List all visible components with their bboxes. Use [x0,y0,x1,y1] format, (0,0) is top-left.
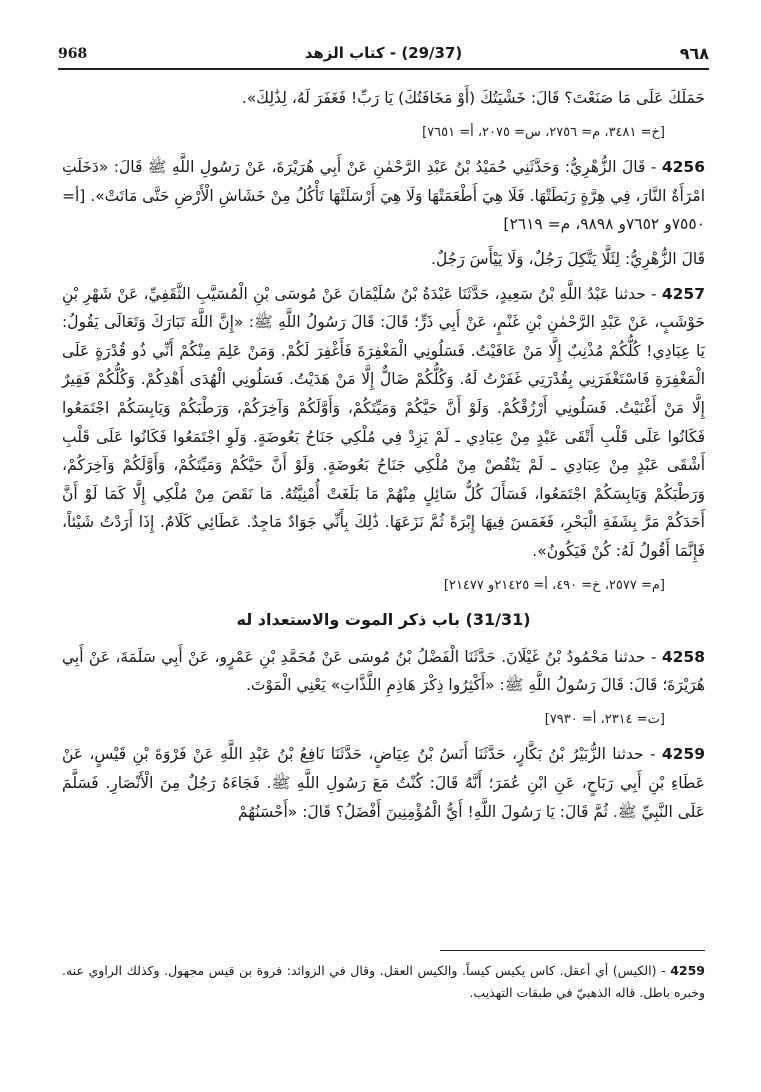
footnote-number: 4259 [670,963,706,978]
footnote-text: - (الكيس) أي أعقل. كاس يكيس كيساً. والكيس العقل. وقال في الزوائد: فروة بن قيس مجهول. وكذلك الراوي عنه. وخبره باطل. قاله الذهبيّ في طبقات التهذيب. [62,963,705,1000]
reference: [خ= ٣٤٨١، م= ٢٧٥٦، س= ٢٠٧٥، أ= ٧٦٥١] [422,124,665,140]
page-number-arabic: ٩٦٨ [679,44,709,63]
hadith-text: - قَالَ الزُّهْرِيُّ: وَحَدَّثَنِي حُمَيْدُ بْنُ عَبْدِ الرَّحْمٰنِ عَنْ أَبِي هُرَيْرَةَ، عَنْ رَسُولِ اللَّهِ ﷺ قَالَ: «دَخَلَتِ امْرَأَةٌ النَّارَ، فِي هِرَّةٍ رَبَطَتْهَا. فَلَا هِيَ أَطْعَمَتْهَا وَلَا هِيَ أَرْسَلَتْهَا تَأْكُلُ مِنْ خَشَاشِ الْأَرْضِ حَتَّى مَاتَتْ». [أ= ٧٥٥٠و ٧٦٥٢و ٩٨٩٨، م= ٢٦١٩] [62,158,705,234]
page-header [58,38,709,70]
footnotes [62,960,705,1004]
hadith-4256 [62,153,705,239]
book-title: (29/37) - كتاب الزهد [304,44,463,62]
hadith-text: - حدثنا الزُّبَيْرُ بْنُ بَكَّارٍ، حَدَّثَنَا أَنَسُ بْنُ عِيَاضٍ، حَدَّثَنَا نَافِعُ بْنُ عَبْدِ اللَّهِ عَنْ فَرْوَةَ بْنِ قَيْسٍ، عَنْ عَطَاءِ بْنِ أَبِي رَبَاحٍ، عَنِ ابْنِ عُمَرَ؛ أَنَّهُ قَالَ: كُنْتُ مَعَ رَسُولِ اللَّهِ ﷺ. فَجَاءَهُ رَجُلٌ مِنَ الْأَنْصَارِ. فَسَلَّمَ عَلَى النَّبِيِّ ﷺ. ثُمَّ قَالَ: يَا رَسُولَ اللَّهِ! أَيُّ الْمُؤْمِنِينَ أَفْضَلُ؟ قَالَ: «أَحْسَنُهُمْ [62,745,705,821]
hadith-number: 4258 [661,647,705,666]
page-number-latin: 968 [58,46,88,62]
reference: [م= ٢٥٧٧، خ= ٤٩٠، أ= ٢١٤٢٥و ٢١٤٧٧] [443,577,665,593]
footnote-divider [440,950,705,951]
hadith-number: 4259 [661,745,705,764]
main-text [62,84,705,832]
hadith-text: - حدثنا عَبْدُ اللَّهِ بْنُ سَعِيدٍ، حَدَّثَنَا عَبْدَةُ بْنُ سُلَيْمَانَ عَنْ مُوسَى بْنِ الْمُسَيَّبِ الثَّقَفِيِّ، عَنْ شَهْرِ بْنِ حَوْشَبٍ، عَنْ عَبْدِ الرَّحْمٰنِ بْنِ غَنْمٍ، عَنْ أَبِي ذَرٍّ؛ قَالَ: قَالَ رَسُولُ اللَّهِ ﷺ: «إِنَّ اللَّهَ تَبَارَكَ وَتَعَالَى يَقُولُ: يَا عِبَادِي! كُلُّكُمْ مُذْنِبٌ إِلَّا مَنْ عَافَيْتُ. فَسَلُونِي الْمَغْفِرَةَ فَأَغْفِرَ لَكُمْ. وَمَنْ عَلِمَ مِنْكُمْ أَنِّي ذُو قُدْرَةٍ عَلَى الْمَغْفِرَةِ فَاسْتَغْفَرَنِي بِقُدْرَتِي غَفَرْتُ لَهُ. وَكُلُّكُمْ ضَالٌّ إِلَّا مَنْ هَدَيْتُ. فَسَلُونِي الْهُدَى أَهْدِكُمْ. وَكُلُّكُمْ فَقِيرٌ إِلَّا مَنْ أَغْنَيْتُ. فَسَلُونِي أَرْزُقْكُمْ. وَلَوْ أَنَّ حَيَّكُمْ وَمَيِّتَكُمْ، وَأَوَّلَكُمْ وَآخِرَكُمْ، وَرَطْبَكُمْ وَيَابِسَكُمْ اجْتَمَعُوا فَكَانُوا عَلَى قَلْبِ أَتْقَى عَبْدٍ مِنْ عِبَادِي ـ لَمْ يَزِدْ فِي مُلْكِي جَنَاحُ بَعُوضَةٍ. وَلَوِ اجْتَمَعُوا فَكَانُوا عَلَى قَلْبِ أَشْقَى عَبْدٍ مِنْ عِبَادِي ـ لَمْ يَنْقُصْ مِنْ مُلْكِي جَنَاحُ بَعُوضَةٍ. وَلَوْ أَنَّ حَيَّكُمْ وَمَيِّتَكُمْ، وَأَوَّلَكُمْ وَآخِرَكُمْ، وَرَطْبَكُمْ وَيَابِسَكُمْ اجْتَمَعُوا، فَسَأَلَ كُلُّ سَائِلٍ مِنْهُمْ مَا بَلَغَتْ أُمْنِيَّتُهُ. مَا نَقَصَ مِنْ مُلْكِي إِلَّا كَمَا لَوْ أَنَّ أَحَدَكُمْ مَرَّ بِشَفَةِ الْبَحْرِ، فَغَمَسَ فِيهَا إِبْرَةً ثُمَّ نَزَعَهَا. ذَٰلِكَ بِأَنِّي جَوَادٌ مَاجِدٌ. عَطَائِي كَلَامٌ. إِذَا أَرَدْتُ شَيْئاً، فَإِنَّمَا أَقُولُ لَهُ: كُنْ فَيَكُونُ». [62,284,705,560]
paragraph-continued [62,84,705,113]
hadith-4259 [62,740,705,826]
hadith-number: 4257 [661,284,705,303]
hadith-4256-note: قَالَ الزُّهْرِيُّ: لِئَلَّا يَتَّكِلَ رَجُلٌ، وَلَا يَيْأَسَ رَجُلٌ. [431,249,705,268]
hadith-4258 [62,643,705,700]
hadith-4257 [62,280,705,566]
section-heading: (31/31) باب ذكر الموت والاستعداد له [236,610,531,630]
hadith-number: 4256 [661,158,705,177]
paragraph-text: حَمَلَكَ عَلَى مَا صَنَعْتَ؟ قَالَ: خَشْيَتُكَ (أَوْ مَخَافَتُكَ) يَا رَبِّ! فَغَفَرَ لَهُ، لِذَٰلِكَ». [241,89,705,107]
hadith-text: - حدثنا مَحْمُودُ بْنُ غَيْلَانَ. حَدَّثَنَا الْفَضْلُ بْنُ مُوسَى عَنْ مُحَمَّدِ بْنِ عَمْرٍو، عَنْ أَبِي سَلَمَةَ، عَنْ أَبِي هُرَيْرَةَ؛ قَالَ: قَالَ رَسُولُ اللَّهِ ﷺ: «أَكْثِرُوا ذِكْرَ هَاذِمِ اللَّذَّاتِ» يَعْنِي الْمَوْتَ. [62,647,705,695]
reference: [ت= ٢٣١٤، أ= ٧٩٣٠] [544,711,665,727]
